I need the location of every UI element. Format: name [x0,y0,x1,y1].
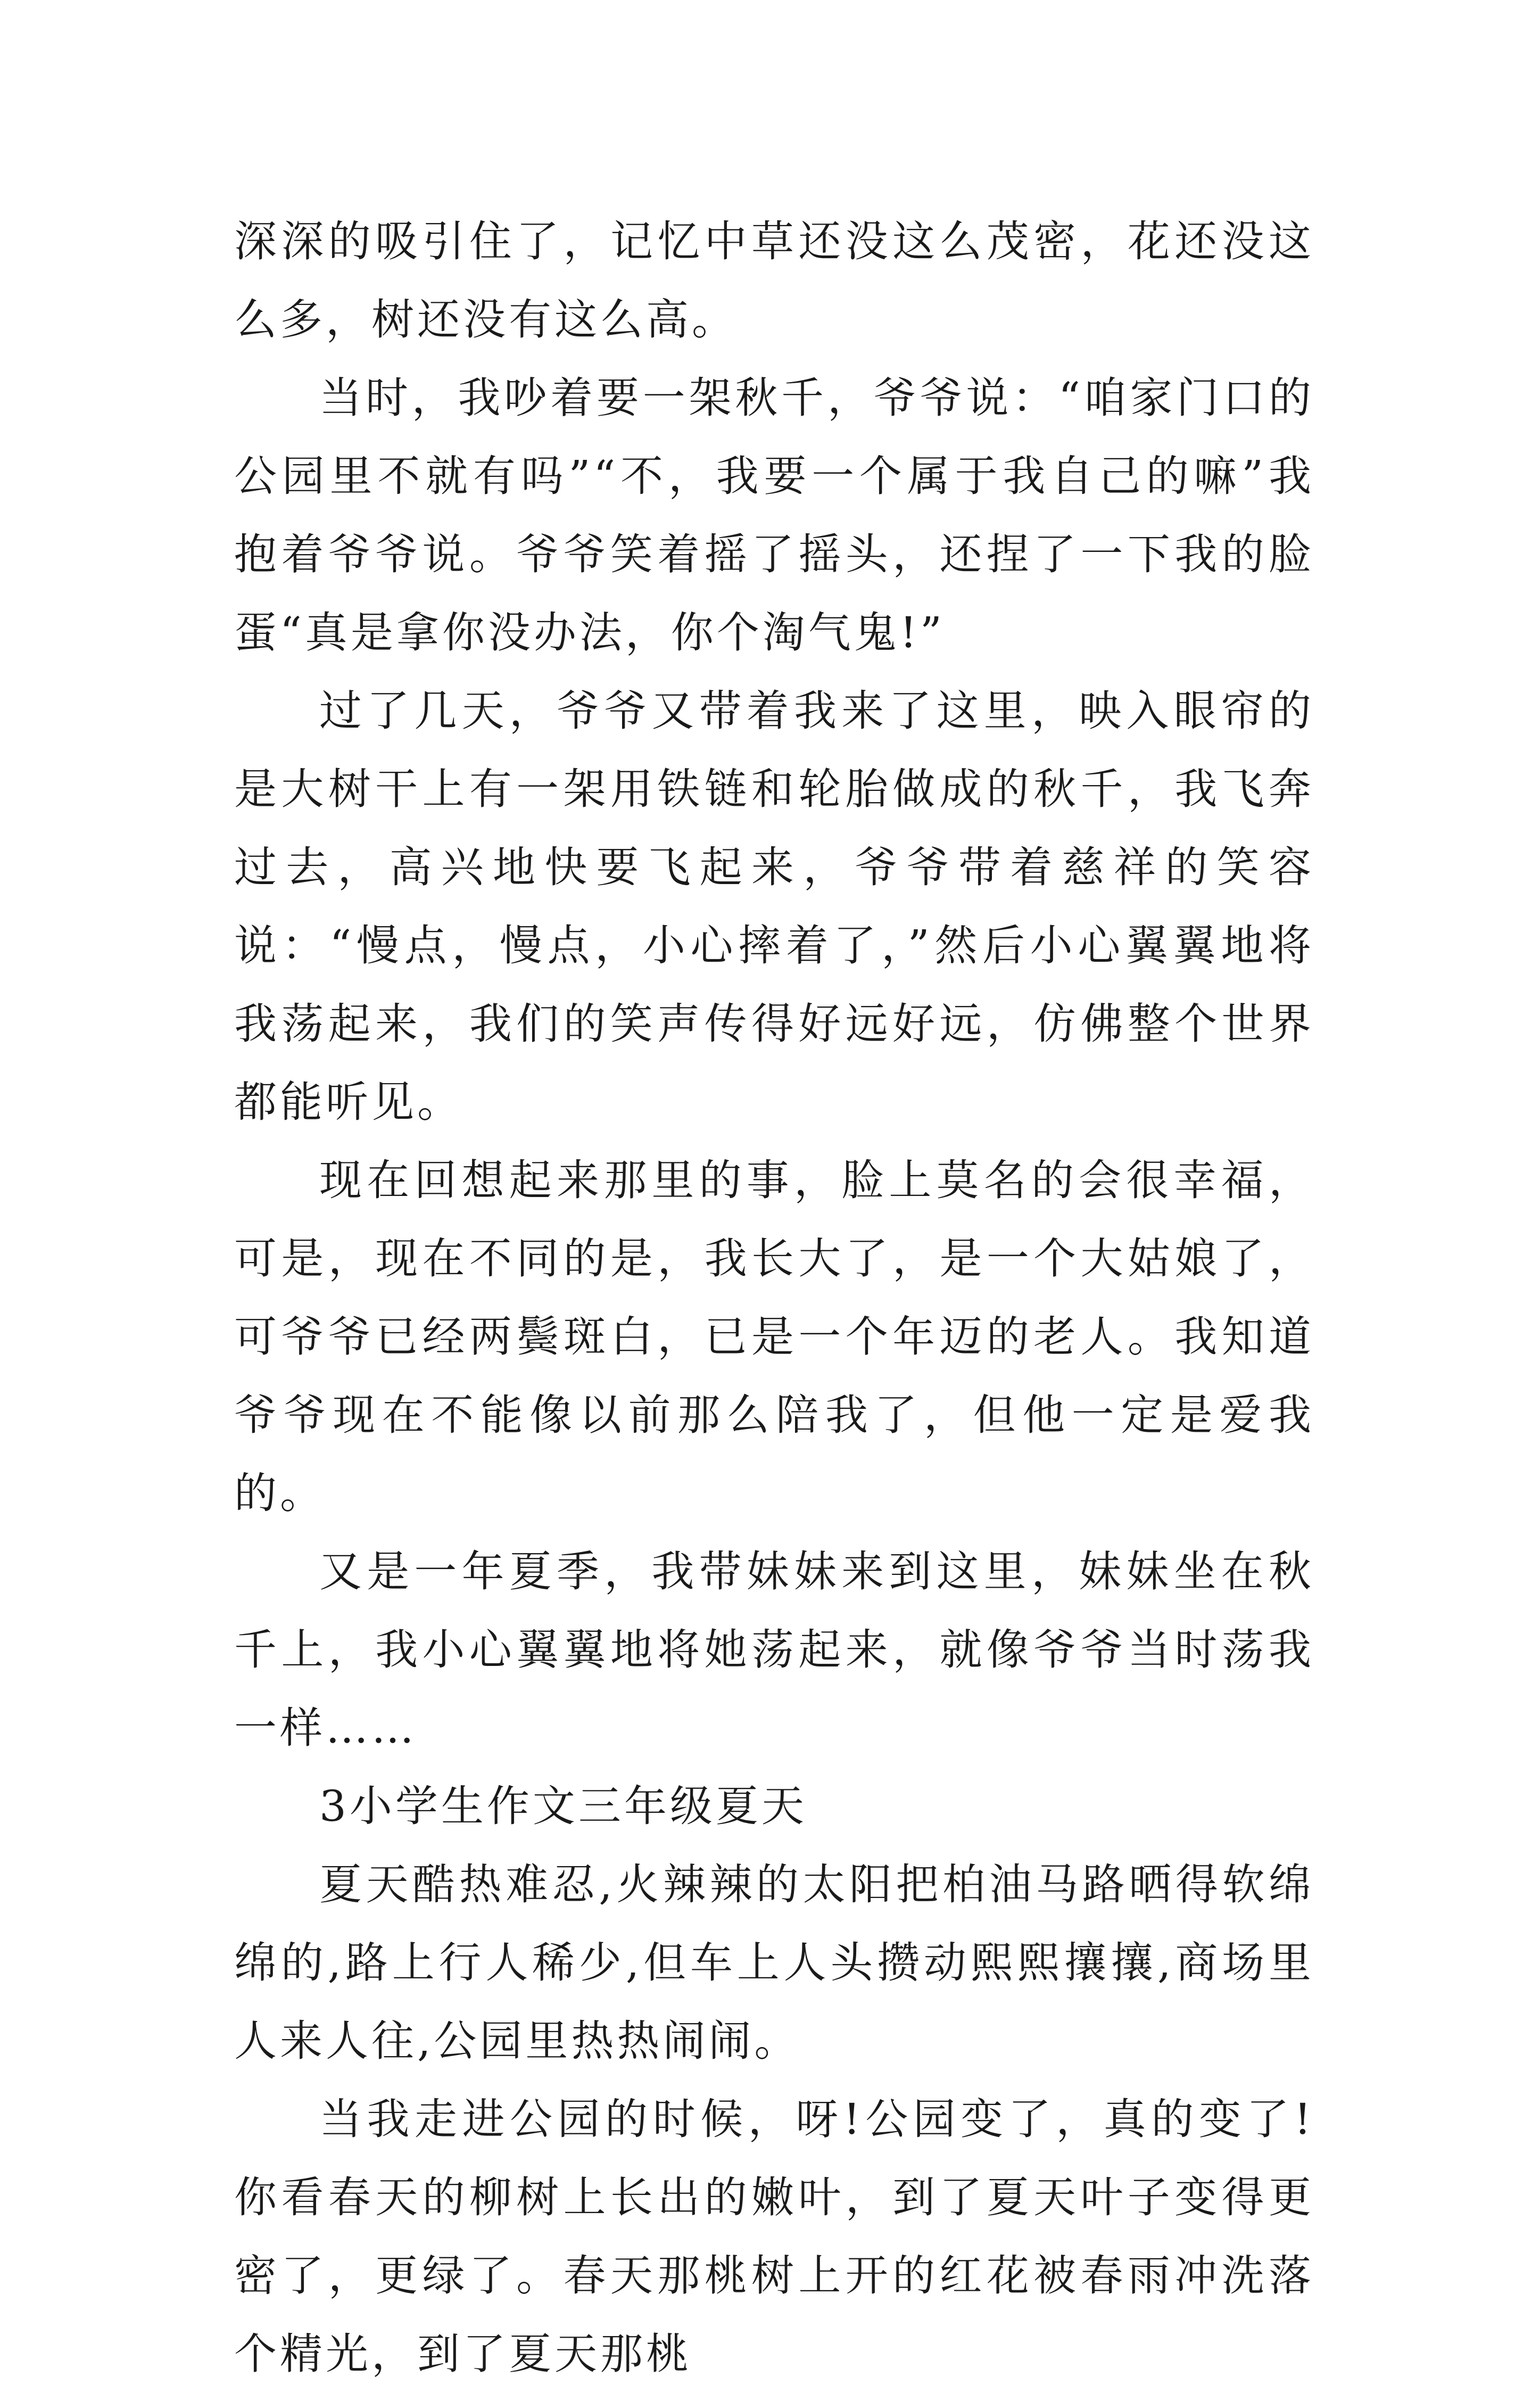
section-heading: 3小学生作文三年级夏天 [319,1781,807,1831]
paragraph-6: 夏天酷热难忍,火辣辣的太阳把柏油马路晒得软绵绵的,路上行人稀少,但车上人头攒动熙熙攘攘,商场里人来人往,公园里热热闹闹。 [234,1860,1314,2066]
paragraph-1: 深深的吸引住了，记忆中草还没这么茂密，花还没这么多，树还没有这么高。 [234,217,1314,344]
paragraph-5: 又是一年夏季，我带妹妹来到这里，妹妹坐在秋千上，我小心翼翼地将她荡起来，就像爷爷当时荡我一样…… [234,1547,1314,1753]
paragraph-3: 过了几天，爷爷又带着我来了这里，映入眼帘的是大树干上有一架用铁链和轮胎做成的秋千，我飞奔过去，高兴地快要飞起来，爷爷带着慈祥的笑容说：“慢点，慢点，小心摔着了，”然后小心翼翼地将我荡起来，我们的笑声传得好远好远，仿佛整个世界都能听见。 [234,686,1314,1127]
document-body [234,202,1314,2393]
paragraph-4: 现在回想起来那里的事，脸上莫名的会很幸福，可是，现在不同的是，我长大了，是一个大姑娘了，可爷爷已经两鬓斑白，已是一个年迈的老人。我知道爷爷现在不能像以前那么陪我了，但他一定是爱我的。 [234,1156,1314,1518]
paragraph-7: 当我走进公园的时候，呀!公园变了，真的变了!你看春天的柳树上长出的嫩叶，到了夏天叶子变得更密了，更绿了。春天那桃树上开的红花被春雨冲洗落个精光，到了夏天那桃 [234,2094,1314,2379]
paragraph-2: 当时，我吵着要一架秋千，爷爷说：“咱家门口的公园里不就有吗”“不，我要一个属于我自己的嘛”我抱着爷爷说。爷爷笑着摇了摇头，还捏了一下我的脸蛋“真是拿你没办法，你个淘气鬼!” [234,373,1314,657]
